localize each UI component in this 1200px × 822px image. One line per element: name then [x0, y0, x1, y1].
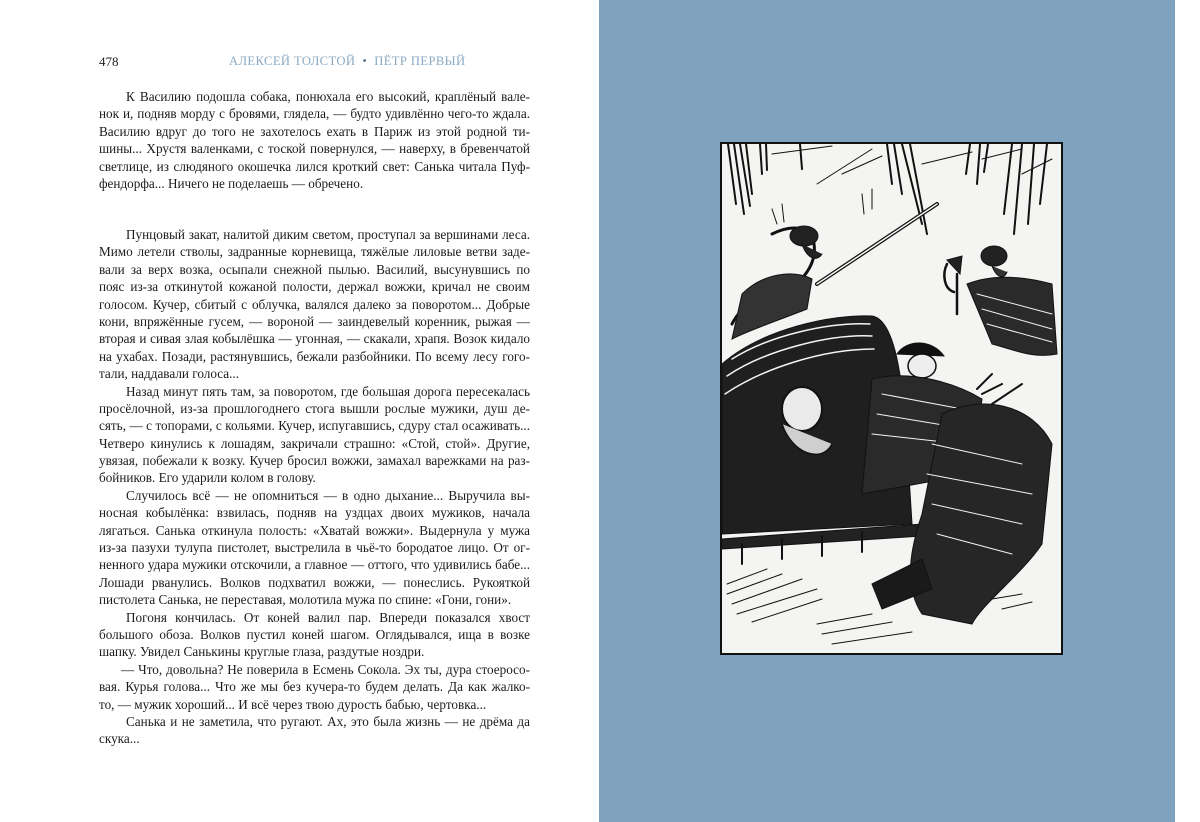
text-line: Назад минут пять там, за поворотом, где большая дорога пересекалась — [126, 383, 530, 399]
text-line: просёлочной, из-за прошлогоднего стога вышли рослые мужики, душ де- — [99, 400, 530, 416]
text-line: вторая и сивая злая кобылёшка — угонная, — скакали, храпя. Возок кидало — [99, 331, 530, 347]
text-line: лягаться. Санька откинула полость: «Хватай вожжи». Выдернула у мужа — [99, 522, 530, 538]
running-head — [99, 54, 530, 70]
text-line: большого обоза. Волков пустил коней шагом. Оглядывался, ища в возке — [99, 626, 530, 642]
separator-bullet: • — [362, 54, 368, 68]
text-line: Пунцовый закат, налитой диким светом, проступал за вершинами леса. — [126, 227, 530, 242]
text-line: увязая, побежали к возку. Кучер бросил вожжи, замахал варежками на раз- — [99, 453, 530, 469]
illustration — [720, 142, 1063, 655]
illustration-sketch — [722, 144, 1061, 653]
text-line: Василию вдруг до того не захотелось ехать в Париж из этой родной ти- — [99, 123, 530, 139]
text-line: шапку. Увидел Санькины круглые глаза, раздутые ноздри. — [99, 644, 425, 660]
text-line: шины... Хрустя валенками, с тоской повернулся, — наверху, в бревенчатой — [99, 141, 530, 157]
page-number: 478 — [99, 54, 119, 69]
text-line: фендорфа... Ничего не поделаешь — обречено. — [99, 175, 364, 191]
text-line: пистолета Санька, не переставая, молотила мужа по спине: «Гони, гони». — [99, 592, 512, 608]
left-page — [0, 0, 599, 822]
page-edge — [1175, 0, 1200, 822]
text-line: вая. Курья голова... Что же мы без кучера-то будем делать. Да как жалко- — [99, 679, 530, 695]
running-title — [229, 54, 466, 69]
text-line: Случилось всё — не опомниться — в одно дыхание... Выручила вы- — [126, 487, 530, 503]
text-block-1 — [99, 88, 530, 192]
text-line: то, — мужик хороший... И всё через твою дурость бабью, чертовка... — [99, 696, 487, 712]
text-line: скука... — [99, 731, 140, 747]
text-line: пояс из-за откинутой кожаной полости, держал вожжи, кричал не своим — [99, 279, 530, 295]
text-line: из-за пазухи тулупа пистолет, выстрелила в чьё-то бородатое лицо. От ог- — [99, 540, 530, 556]
text-line: бойников. Его ударили колом в голову. — [99, 470, 316, 486]
text-block-2 — [99, 226, 530, 748]
text-line: светлице, из слюдяного окошечка лился кроткий свет: Санька читала Пуф- — [99, 158, 530, 174]
text-line: сять, — с топорами, с кольями. Кучер, испугавшись, сдуру стал осаживать... — [99, 418, 530, 434]
text-line: Санька и не заметила, что ругают. Ах, это была жизнь — не дрёма да — [126, 713, 530, 729]
author-name: АЛЕКСЕЙ ТОЛСТОЙ — [229, 54, 356, 68]
book-title: ПЁТР ПЕРВЫЙ — [374, 54, 466, 68]
text-line: Мимо летели стволы, задранные корневища, тяжёлые лиловые ветви заде- — [99, 244, 530, 260]
text-line: голосом. Кучер, сбитый с облучка, валялся далеко за поворотом... Добрые — [99, 296, 530, 312]
text-line: Лошади рванулись. Волков подхватил вожжи, — понеслись. Рукояткой — [99, 574, 530, 590]
text-line: — Что, довольна? Не поверила в Есмень Сокола. Эх ты, дура стоеросо- — [121, 661, 530, 677]
text-line: ненного удара мужики отскочили, а главное — оттого, что удивились бабе... — [99, 557, 530, 573]
text-line: на ухабах. Позади, растянувшись, бежали разбойники. По всему лесу гого- — [99, 348, 530, 364]
text-line: кони, впряжённые гусем, — вороной — заиндевелый коренник, рыжая — — [99, 313, 530, 329]
text-line: носная кобылёнка: взвилась, подняв на уздцах двоих мужиков, начала — [99, 505, 530, 521]
text-line: Погоня кончилась. От коней валил пар. Впереди показался хвост — [126, 609, 530, 625]
text-line: К Василию подошла собака, понюхала его высокий, краплёный вале- — [126, 89, 530, 104]
bandit-with-axe — [944, 246, 1057, 355]
text-line: тали, наддавали голоса... — [99, 366, 240, 382]
text-line: Четверо кинулись к лошадям, закричали страшно: «Стой, стой». Другие, — [99, 435, 530, 451]
text-line: нок и, подняв морду с бровями, глядела, — будто удивлённо чего-то ждала. — [99, 106, 530, 122]
text-line: вали за верх возка, осыпали снежной пылью. Василий, высунувшись по — [99, 261, 530, 277]
